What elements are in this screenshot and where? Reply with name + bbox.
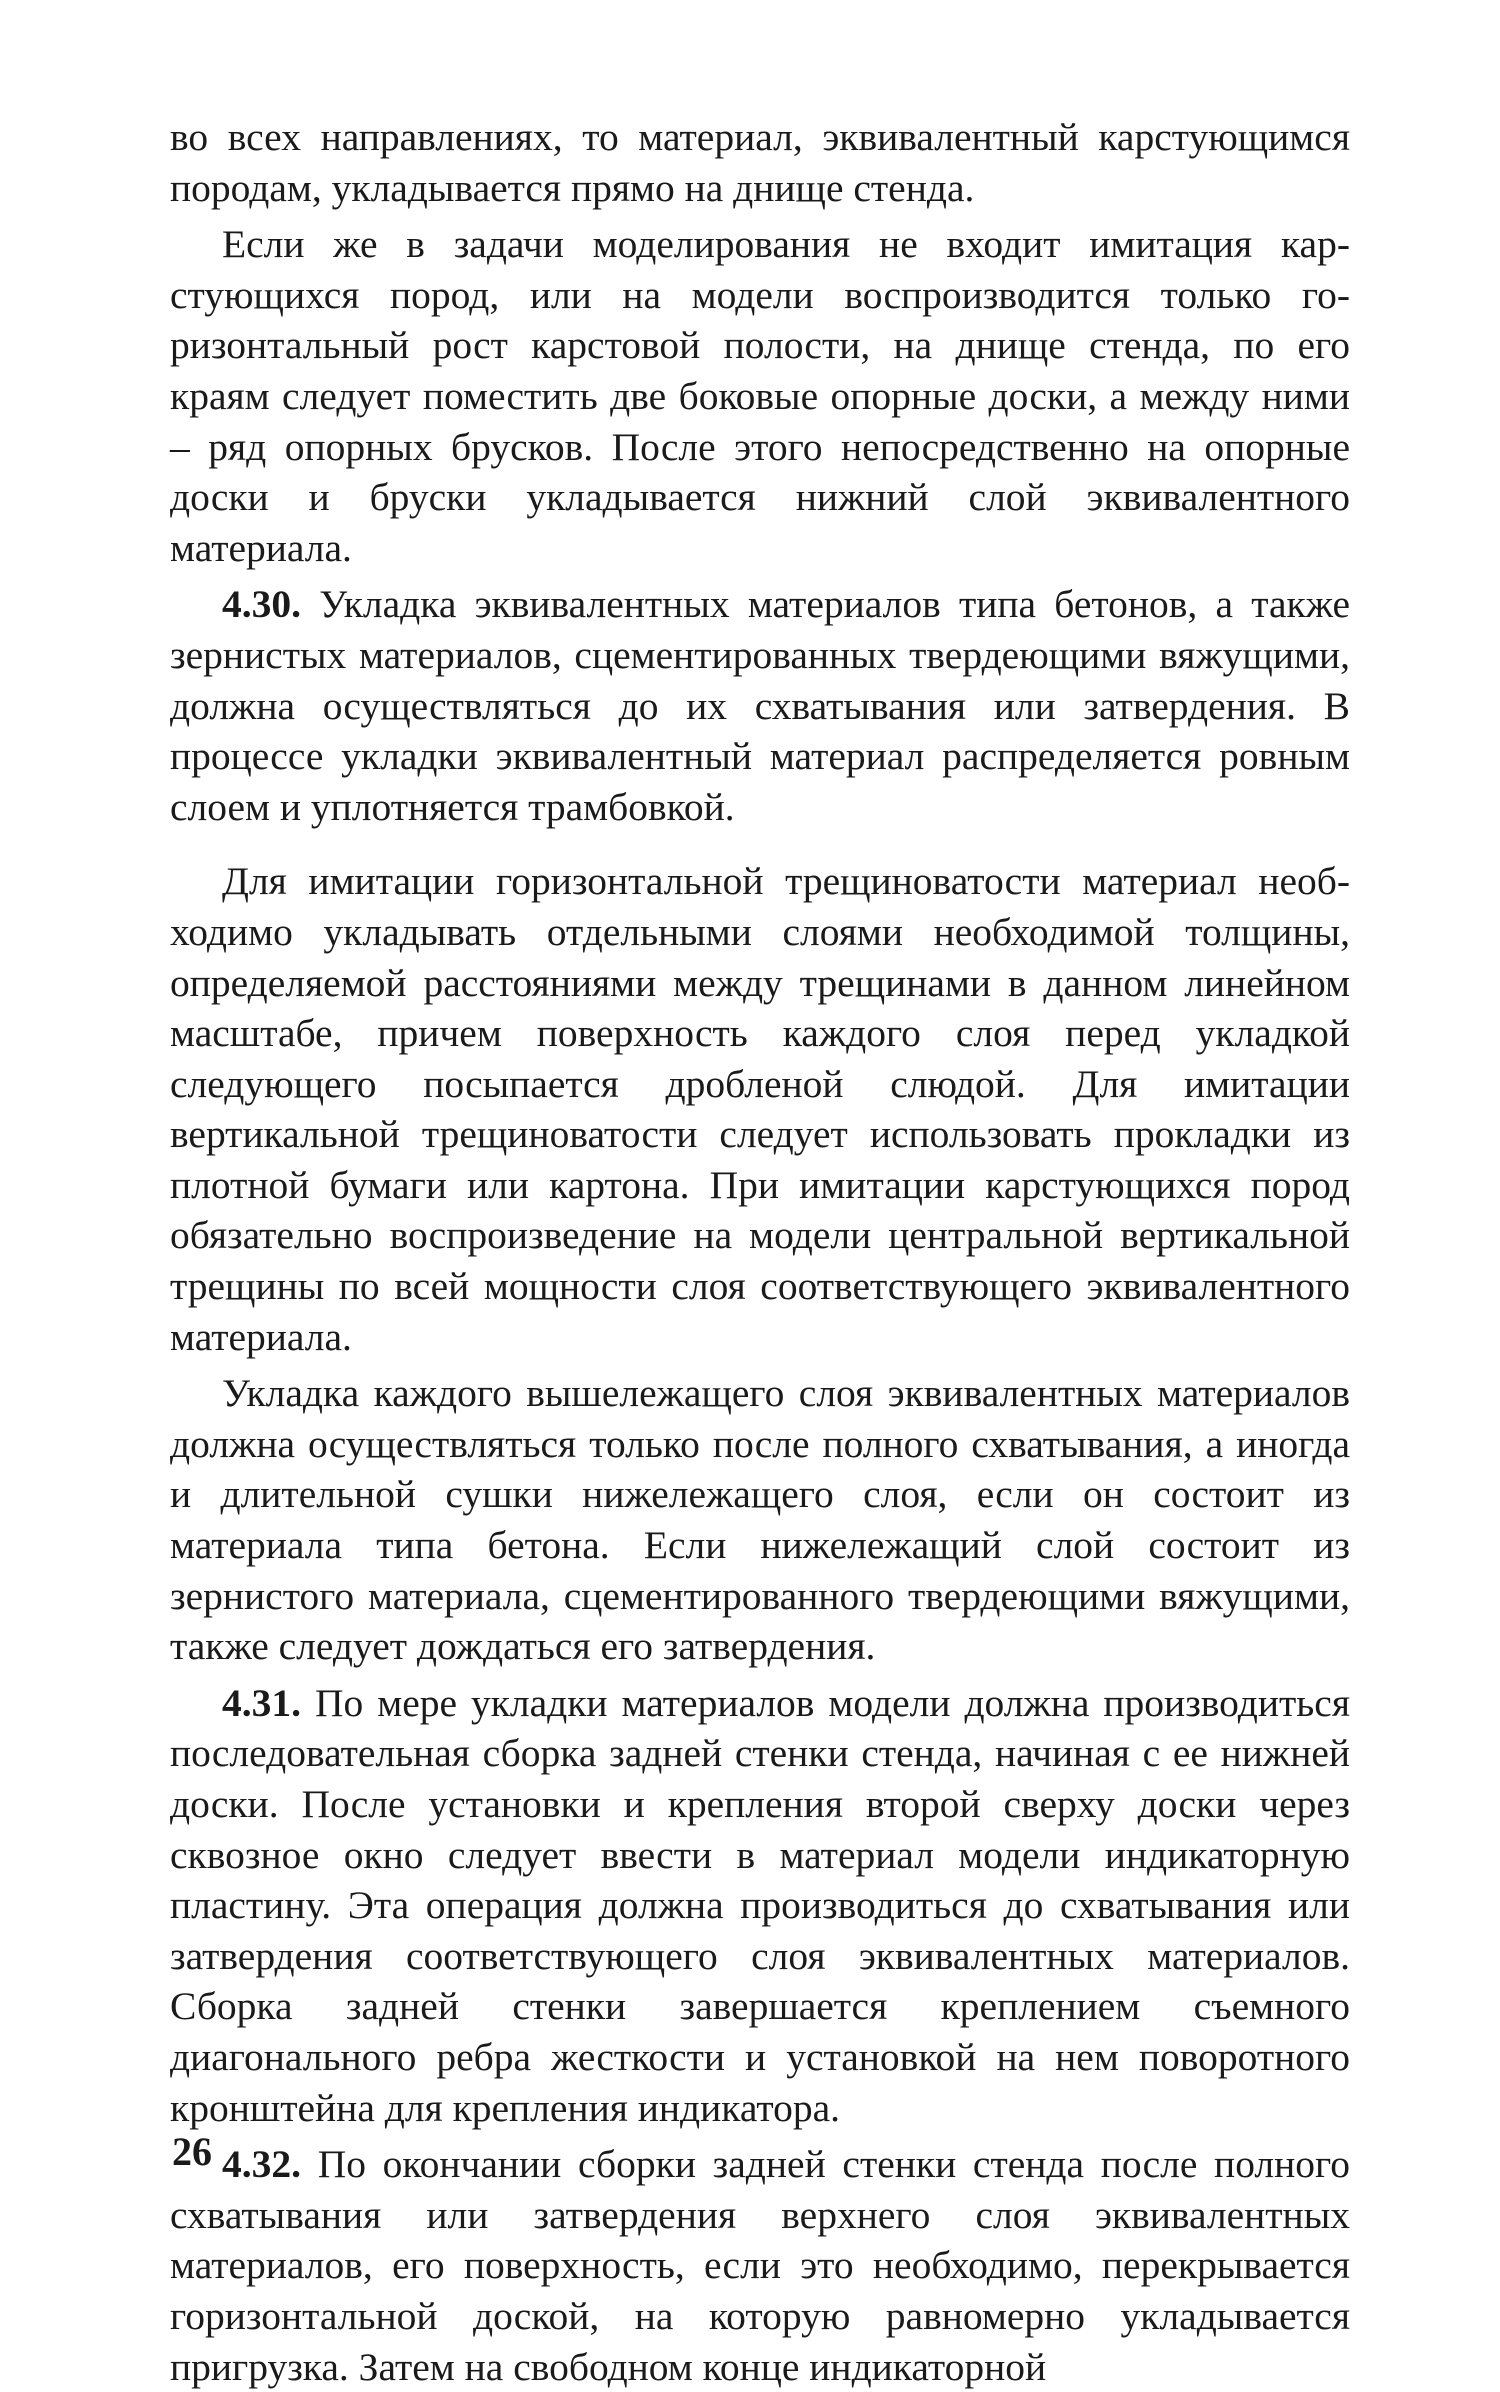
paragraph-text: По окончании сборки задней стенки стенда после полного схватывания или затвердения верхнего слоя эквивалентных материалов, его поверхность, если это необходимо, перекрывается горизонтальной доской, на которую равномерно укладывается пригрузка. Затем на свободном конце индикаторной <box>170 2142 1350 2389</box>
section-number: 4.32. <box>222 2142 301 2187</box>
paragraph-text: Если же в задачи моделирования не входит имитация карстующихся пород, или на модели воспроизводится только горизонтальный рост карстовой полости, на днище стенда, по его краям следует поместить две боковые опорные доски, а между ними – ряд опорных брусков. После этого непосредственно на опорные доски и бруски укладывается нижний слой эквивалентного материала. <box>170 222 1350 570</box>
section-4-30 <box>170 579 1350 832</box>
paragraph <box>170 856 1350 1362</box>
paragraph-text: Для имитации горизонтальной трещиноватости материал необходимо укладывать отдельными слоями необходимой толщины, определяемой расстояниями между трещинами в данном линейном масштабе, причем поверхность каждого слоя перед укладкой следующего посыпается дробленой слюдой. Для имитации вертикальной трещиноватости следует использовать прокладки из плотной бумаги или картона. При имитации карстующихся пород обязательно воспроизведение на модели центральной вертикальной трещины по всей мощности слоя соответствующего эквивалентного материала. <box>170 859 1350 1359</box>
section-number: 4.31. <box>222 1680 301 1725</box>
paragraph <box>170 219 1350 573</box>
paragraph-text: во всех направлениях, то материал, эквивалентный карстующимся породам, укладывается прямо на днище стенда. <box>170 115 1350 210</box>
page-number: 26 <box>172 2129 212 2174</box>
paragraph-text: Укладка эквивалентных материалов типа бетонов, а также зернистых материалов, сцементированных твердеющими вяжущими, должна осуществляться до их схватывания или затвердения. В процессе укладки эквивалентный материал распределяется ровным слоем и уплотняется трамбовкой. <box>170 582 1350 829</box>
paragraph <box>170 1368 1350 1672</box>
paragraph-text: Укладка каждого вышележащего слоя эквивалентных материалов должна осуществляться только после полного схватывания, а иногда и длительной сушки нижележащего слоя, если он состоит из материала типа бетона. Если нижележащий слой состоит из зернистого материала, сцементированного твердеющими вяжущими, также следует дождаться его затвердения. <box>170 1371 1350 1669</box>
paragraph-text: По мере укладки материалов модели должна производиться последовательная сборка задней стенки стенда, начиная с ее нижней доски. После установки и крепления второй сверху доски через сквозное окно следует ввести в материал модели индикаторную пластину. Эта операция должна производиться до схватывания или затвердения соответствующего слоя эквивалентных материалов. Сборка задней стенки завершается креплением съемного диагонального ребра жесткости и установкой на нем поворотного кронштейна для крепления индикатора. <box>170 1680 1350 2130</box>
section-number: 4.30. <box>222 582 301 627</box>
paragraph-continuation <box>170 112 1350 213</box>
section-4-32 <box>170 2139 1350 2392</box>
section-4-31 <box>170 1678 1350 2133</box>
page-body <box>170 112 1350 2392</box>
